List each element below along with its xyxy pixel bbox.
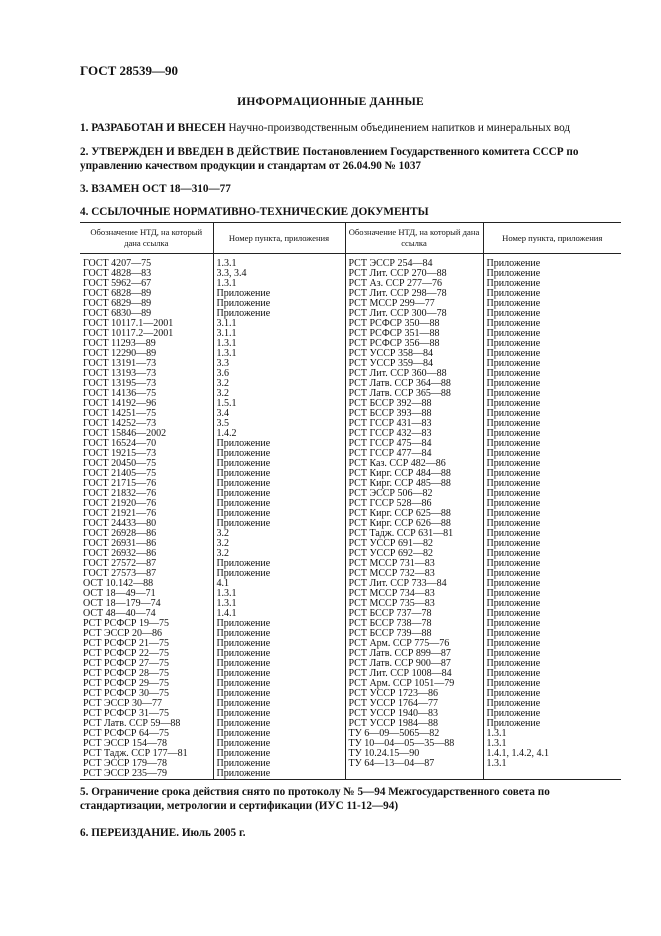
ntd-entry: РСТ РСФСР 356—88 xyxy=(348,338,440,349)
point-entry: Приложение xyxy=(486,568,541,579)
point-entry: 3.1.1 xyxy=(216,328,237,339)
item-heading: ПЕРЕИЗДАНИЕ. xyxy=(91,827,180,839)
ntd-entry: ГОСТ 21832—76 xyxy=(83,488,157,499)
ntd-entry: ГОСТ 24433—80 xyxy=(83,518,157,529)
references-table xyxy=(80,222,621,780)
ntd-entry: ГОСТ 21921—76 xyxy=(83,508,157,519)
table-header-row xyxy=(80,223,621,254)
ntd-entry: РСТ РСФСР 19—75 xyxy=(83,618,169,629)
ntd-entry: РСТ УССР 358—84 xyxy=(348,348,433,359)
point-entry: Приложение xyxy=(216,618,271,629)
ntd-entry: ГОСТ 14252—73 xyxy=(83,418,157,429)
info-item-4 xyxy=(80,205,620,219)
ntd-entry: РСТ РСФСР 351—88 xyxy=(348,328,440,339)
ntd-entry: ГОСТ 19215—73 xyxy=(83,448,157,459)
item-number: 4. xyxy=(80,206,89,218)
ntd-entry: РСТ МССР 731—83 xyxy=(348,558,435,569)
point-entry: 1.3.1 xyxy=(216,598,237,609)
point-entry: Приложение xyxy=(486,478,541,489)
point-entry: Приложение xyxy=(486,518,541,529)
point-entry: Приложение xyxy=(216,498,271,509)
point-entry: 3.3, 3.4 xyxy=(216,268,247,279)
ntd-entry: РСТ БССР 739—88 xyxy=(348,628,432,639)
point-entry: Приложение xyxy=(216,728,271,739)
point-entry: 1.5.1 xyxy=(216,398,237,409)
point-entry: Приложение xyxy=(216,698,271,709)
ntd-entry: РСТ Лит. ССР 270—88 xyxy=(348,268,447,279)
ntd-entry: РСТ РСФСР 31—75 xyxy=(83,708,169,719)
item-text: Июль 2005 г. xyxy=(179,827,246,839)
point-entry: Приложение xyxy=(216,658,271,669)
ntd-entry: РСТ ГССР 431—83 xyxy=(348,418,432,429)
ntd-entry: ГОСТ 13195—73 xyxy=(83,378,157,389)
point-entry: Приложение xyxy=(486,418,541,429)
ntd-entry: РСТ БССР 393—88 xyxy=(348,408,432,419)
point-entry: 4.1 xyxy=(216,578,229,589)
ntd-entry: ГОСТ 12290—89 xyxy=(83,348,157,359)
point-entry: Приложение xyxy=(486,298,541,309)
ntd-entry: ОСТ 18—49—71 xyxy=(83,588,156,599)
ntd-entry: РСТ ЭССР 235—79 xyxy=(83,768,167,779)
point-entry: Приложение xyxy=(216,308,271,319)
right-ntd-column xyxy=(345,254,483,780)
point-entry: Приложение xyxy=(486,588,541,599)
ntd-entry: ГОСТ 10117.2—2001 xyxy=(83,328,174,339)
ntd-entry: ГОСТ 21715—76 xyxy=(83,478,157,489)
ntd-entry: РСТ РСФСР 28—75 xyxy=(83,668,169,679)
ntd-entry: ГОСТ 21920—76 xyxy=(83,498,157,509)
point-entry: Приложение xyxy=(486,488,541,499)
ntd-entry: РСТ РСФСР 22—75 xyxy=(83,648,169,659)
ntd-entry: ГОСТ 11293—89 xyxy=(83,338,156,349)
item-text: Ограничение срока действия снято по протоколу № 5—94 Межгосударственного совета по стандартизации, метрологии и сертификации (ИУС 11-12—94) xyxy=(80,786,550,812)
ntd-entry: РСТ Лит. ССР 300—78 xyxy=(348,308,447,319)
item-text: Научно-производственным объединением напитков и минеральных вод xyxy=(225,122,571,134)
point-entry: Приложение xyxy=(216,628,271,639)
left-ntd-column xyxy=(80,254,213,780)
point-entry: Приложение xyxy=(216,288,271,299)
point-entry: Приложение xyxy=(486,678,541,689)
ntd-entry: ГОСТ 6830—89 xyxy=(83,308,152,319)
ntd-entry: ГОСТ 4207—75 xyxy=(83,258,152,269)
ntd-entry: РСТ МССР 734—83 xyxy=(348,588,435,599)
section-title: ИНФОРМАЦИОННЫЕ ДАННЫЕ xyxy=(237,96,424,108)
point-entry: Приложение xyxy=(486,628,541,639)
point-entry: Приложение xyxy=(216,648,271,659)
left-point-column xyxy=(213,254,345,780)
point-entry: Приложение xyxy=(486,688,541,699)
ntd-entry: РСТ РСФСР 27—75 xyxy=(83,658,169,669)
ntd-entry: РСТ МССР 735—83 xyxy=(348,598,435,609)
item-text: Постановлением Государственного комитета СССР по управлению качеством продукции и стандартам от 26.04.90 № 1037 xyxy=(80,146,579,172)
point-entry: Приложение xyxy=(486,348,541,359)
point-entry: Приложение xyxy=(486,648,541,659)
point-entry: 1.3.1 xyxy=(216,338,237,349)
ntd-entry: ТУ 64—13—04—87 xyxy=(348,758,435,769)
point-entry: 1.3.1 xyxy=(486,738,507,749)
ntd-entry: РСТ Аз. ССР 277—76 xyxy=(348,278,443,289)
ntd-entry: ГОСТ 21405—75 xyxy=(83,468,157,479)
point-entry: Приложение xyxy=(486,438,541,449)
point-entry: Приложение xyxy=(216,468,271,479)
item-number: 3. xyxy=(80,183,89,195)
ntd-entry: ГОСТ 26931—86 xyxy=(83,538,157,549)
point-entry: Приложение xyxy=(486,308,541,319)
ntd-entry: РСТ УССР 1723—86 xyxy=(348,688,438,699)
ntd-entry: РСТ УССР 1940—83 xyxy=(348,708,438,719)
point-entry: Приложение xyxy=(216,518,271,529)
ntd-entry: РСТ БССР 738—78 xyxy=(348,618,432,629)
point-entry: Приложение xyxy=(486,528,541,539)
point-entry: Приложение xyxy=(486,278,541,289)
point-entry: Приложение xyxy=(216,558,271,569)
info-item-3 xyxy=(80,182,620,196)
item-heading: РАЗРАБОТАН И ВНЕСЕН xyxy=(91,122,226,134)
item-heading: ССЫЛОЧНЫЕ НОРМАТИВНО-ТЕХНИЧЕСКИЕ ДОКУМЕНТЫ xyxy=(91,206,429,218)
ntd-entry: РСТ УССР 691—82 xyxy=(348,538,433,549)
point-entry: Приложение xyxy=(486,288,541,299)
info-item-6 xyxy=(80,826,620,840)
ntd-entry: РСТ Латв. ССР 365—88 xyxy=(348,388,451,399)
point-entry: 3.4 xyxy=(216,408,229,419)
ntd-entry: РСТ Латв. ССР 899—87 xyxy=(348,648,451,659)
point-entry: Приложение xyxy=(486,508,541,519)
point-entry: Приложение xyxy=(486,428,541,439)
header-point-left: Номер пункта, приложения xyxy=(213,223,345,254)
point-entry: Приложение xyxy=(486,668,541,679)
ntd-entry: РСТ ЭССР 179—78 xyxy=(83,758,167,769)
point-entry: 3.5 xyxy=(216,418,229,429)
point-entry: 3.3 xyxy=(216,358,229,369)
point-entry: Приложение xyxy=(216,448,271,459)
ntd-entry: ГОСТ 27573—87 xyxy=(83,568,157,579)
ntd-entry: ГОСТ 10117.1—2001 xyxy=(83,318,174,329)
ntd-entry: РСТ УССР 692—82 xyxy=(348,548,433,559)
point-entry: Приложение xyxy=(486,338,541,349)
ntd-entry: РСТ РСФСР 29—75 xyxy=(83,678,169,689)
ntd-entry: РСТ Тадж. ССР 631—81 xyxy=(348,528,454,539)
ntd-entry: РСТ РСФСР 64—75 xyxy=(83,728,169,739)
point-entry: Приложение xyxy=(216,708,271,719)
ntd-entry: РСТ Лит. ССР 733—84 xyxy=(348,578,447,589)
ntd-entry: РСТ Арм. ССР 775—76 xyxy=(348,638,450,649)
point-entry: Приложение xyxy=(486,718,541,729)
point-entry: 3.1.1 xyxy=(216,318,237,329)
point-entry: 1.3.1 xyxy=(486,728,507,739)
point-entry: Приложение xyxy=(486,708,541,719)
item-heading: УТВЕРЖДЕН И ВВЕДЕН В ДЕЙСТВИЕ xyxy=(91,146,300,158)
point-entry: 1.3.1 xyxy=(486,758,507,769)
point-entry: Приложение xyxy=(486,578,541,589)
point-entry: Приложение xyxy=(216,768,271,779)
point-entry: 3.2 xyxy=(216,378,229,389)
ntd-entry: РСТ ЭССР 30—77 xyxy=(83,698,162,709)
point-entry: Приложение xyxy=(486,638,541,649)
point-entry: Приложение xyxy=(486,388,541,399)
ntd-entry: ГОСТ 4828—83 xyxy=(83,268,152,279)
header-ntd-left: Обозначение НТД, на который дана ссылка xyxy=(80,223,213,254)
point-entry: 1.3.1 xyxy=(216,348,237,359)
point-entry: Приложение xyxy=(486,458,541,469)
point-entry: Приложение xyxy=(486,618,541,629)
document-code: ГОСТ 28539—90 xyxy=(80,63,179,78)
point-entry: Приложение xyxy=(486,558,541,569)
ntd-entry: РСТ Кирг. ССР 485—88 xyxy=(348,478,451,489)
item-number: 2. xyxy=(80,146,89,158)
ntd-entry: ГОСТ 16524—70 xyxy=(83,438,157,449)
ntd-entry: РСТ УССР 1764—77 xyxy=(348,698,438,709)
point-entry: Приложение xyxy=(486,358,541,369)
ntd-entry: РСТ Арм. ССР 1051—79 xyxy=(348,678,455,689)
point-entry: Приложение xyxy=(486,548,541,559)
ntd-entry: ОСТ 18—179—74 xyxy=(83,598,161,609)
ntd-entry: ГОСТ 27572—87 xyxy=(83,558,157,569)
ntd-entry: РСТ Лит. ССР 360—88 xyxy=(348,368,447,379)
ntd-entry: РСТ УССР 359—84 xyxy=(348,358,433,369)
point-entry: Приложение xyxy=(486,268,541,279)
table-body-row xyxy=(80,254,621,780)
ntd-entry: ТУ 6—09—5065—82 xyxy=(348,728,440,739)
ntd-entry: РСТ РСФСР 30—75 xyxy=(83,688,169,699)
ntd-entry: РСТ ЭССР 254—84 xyxy=(348,258,433,269)
ntd-entry: ГОСТ 26928—86 xyxy=(83,528,157,539)
ntd-entry: РСТ Лит. ССР 1008—84 xyxy=(348,668,452,679)
header-point-right: Номер пункта, приложения xyxy=(483,223,621,254)
ntd-entry: ГОСТ 13191—73 xyxy=(83,358,157,369)
ntd-entry: РСТ Латв. ССР 900—87 xyxy=(348,658,451,669)
point-entry: Приложение xyxy=(216,638,271,649)
point-entry: Приложение xyxy=(216,738,271,749)
ntd-entry: ГОСТ 13193—73 xyxy=(83,368,157,379)
point-entry: 1.4.2 xyxy=(216,428,237,439)
ntd-entry: ГОСТ 6829—89 xyxy=(83,298,152,309)
info-item-1 xyxy=(80,121,620,135)
ntd-entry: РСТ Лит. ССР 298—78 xyxy=(348,288,447,299)
point-entry: 1.3.1 xyxy=(216,588,237,599)
ntd-entry: РСТ МССР 732—83 xyxy=(348,568,435,579)
point-entry: Приложение xyxy=(216,718,271,729)
ntd-entry: РСТ Кирг. ССР 625—88 xyxy=(348,508,451,519)
point-entry: 1.4.1, 1.4.2, 4.1 xyxy=(486,748,549,759)
point-entry: Приложение xyxy=(486,468,541,479)
point-entry: Приложение xyxy=(216,458,271,469)
ntd-entry: РСТ ГССР 528—86 xyxy=(348,498,432,509)
point-entry: 3.6 xyxy=(216,368,229,379)
point-entry: Приложение xyxy=(486,658,541,669)
point-entry: Приложение xyxy=(486,608,541,619)
header-ntd-right: Обозначение НТД, на который дана ссылка xyxy=(345,223,483,254)
point-entry: Приложение xyxy=(216,688,271,699)
ntd-entry: РСТ БССР 737—78 xyxy=(348,608,432,619)
ntd-entry: РСТ Тадж. ССР 177—81 xyxy=(83,748,188,759)
item-number: 5. xyxy=(80,786,89,798)
ntd-entry: РСТ БССР 392—88 xyxy=(348,398,432,409)
point-entry: Приложение xyxy=(486,368,541,379)
ntd-entry: РСТ ГССР 475—84 xyxy=(348,438,432,449)
ntd-entry: РСТ Латв. ССР 364—88 xyxy=(348,378,451,389)
right-point-column xyxy=(483,254,621,780)
point-entry: Приложение xyxy=(486,538,541,549)
ntd-entry: ОСТ 10.142—88 xyxy=(83,578,154,589)
point-entry: Приложение xyxy=(486,398,541,409)
ntd-entry: ГОСТ 15846—2002 xyxy=(83,428,167,439)
ntd-entry: ОСТ 48—40—74 xyxy=(83,608,156,619)
point-entry: Приложение xyxy=(216,478,271,489)
point-entry: Приложение xyxy=(486,258,541,269)
ntd-entry: РСТ УССР 1984—88 xyxy=(348,718,438,729)
item-number: 6. xyxy=(80,827,89,839)
point-entry: 3.2 xyxy=(216,548,229,559)
point-entry: Приложение xyxy=(216,748,271,759)
ntd-entry: РСТ ГССР 477—84 xyxy=(348,448,432,459)
item-heading: ВЗАМЕН ОСТ 18—310—77 xyxy=(91,183,231,195)
point-entry: Приложение xyxy=(216,298,271,309)
point-entry: Приложение xyxy=(486,328,541,339)
ntd-entry: ГОСТ 14251—75 xyxy=(83,408,157,419)
ntd-entry: РСТ РСФСР 21—75 xyxy=(83,638,169,649)
point-entry: 1.3.1 xyxy=(216,278,237,289)
ntd-entry: РСТ Латв. ССР 59—88 xyxy=(83,718,181,729)
ntd-entry: ГОСТ 5962—67 xyxy=(83,278,152,289)
ntd-entry: РСТ ЭССР 20—86 xyxy=(83,628,162,639)
ntd-entry: РСТ Кирг. ССР 626—88 xyxy=(348,518,451,529)
point-entry: Приложение xyxy=(216,678,271,689)
info-item-5 xyxy=(80,785,620,813)
point-entry: 3.2 xyxy=(216,528,229,539)
ntd-entry: ГОСТ 14192—96 xyxy=(83,398,157,409)
point-entry: Приложение xyxy=(216,438,271,449)
point-entry: Приложение xyxy=(486,498,541,509)
point-entry: Приложение xyxy=(486,378,541,389)
info-item-2 xyxy=(80,145,620,173)
ntd-entry: ГОСТ 20450—75 xyxy=(83,458,157,469)
ntd-entry: РСТ РСФСР 350—88 xyxy=(348,318,440,329)
ntd-entry: РСТ ЭССР 154—78 xyxy=(83,738,167,749)
ntd-entry: ТУ 10—04—05—35—88 xyxy=(348,738,455,749)
ntd-entry: ГОСТ 26932—86 xyxy=(83,548,157,559)
point-entry: 3.2 xyxy=(216,388,229,399)
point-entry: Приложение xyxy=(216,668,271,679)
point-entry: Приложение xyxy=(486,448,541,459)
ntd-entry: РСТ ГССР 432—83 xyxy=(348,428,432,439)
point-entry: Приложение xyxy=(486,698,541,709)
point-entry: Приложение xyxy=(216,488,271,499)
ntd-entry: РСТ МССР 299—77 xyxy=(348,298,435,309)
ntd-entry: ГОСТ 6828—89 xyxy=(83,288,152,299)
ntd-entry: РСТ Кирг. ССР 484—88 xyxy=(348,468,451,479)
point-entry: Приложение xyxy=(486,408,541,419)
point-entry: Приложение xyxy=(216,508,271,519)
point-entry: Приложение xyxy=(216,568,271,579)
ntd-entry: РСТ Каз. ССР 482—86 xyxy=(348,458,446,469)
ntd-entry: ГОСТ 14136—75 xyxy=(83,388,157,399)
point-entry: 1.4.1 xyxy=(216,608,237,619)
ntd-entry: РСТ ЭССР 506—82 xyxy=(348,488,433,499)
point-entry: Приложение xyxy=(216,758,271,769)
point-entry: Приложение xyxy=(486,318,541,329)
item-number: 1. xyxy=(80,122,89,134)
point-entry: Приложение xyxy=(486,598,541,609)
ntd-entry: ТУ 10.24.15—90 xyxy=(348,748,420,759)
point-entry: 3.2 xyxy=(216,538,229,549)
point-entry: 1.3.1 xyxy=(216,258,237,269)
